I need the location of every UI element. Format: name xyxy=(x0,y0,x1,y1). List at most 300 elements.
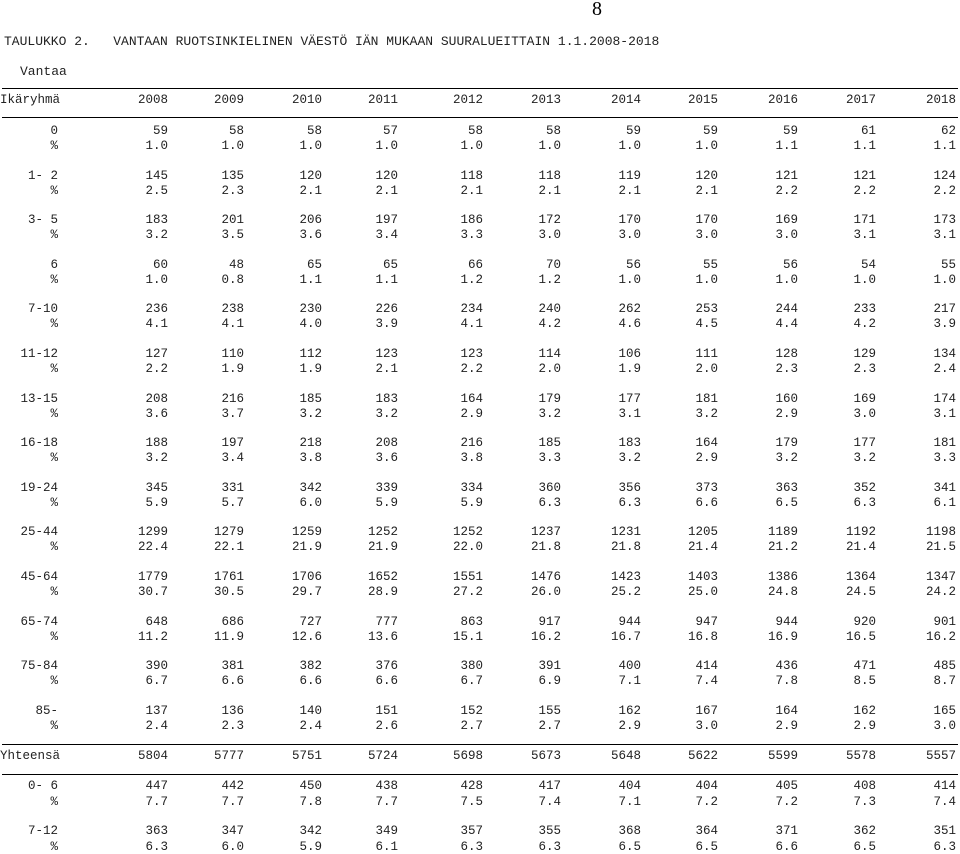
percent-cell: 30.7 xyxy=(137,585,168,599)
count-cell: 347 xyxy=(221,824,244,838)
percent-cell: 2.9 xyxy=(618,719,641,733)
percent-cell: 6.3 xyxy=(460,840,483,854)
percent-cell: 4.6 xyxy=(618,317,641,331)
row-label: 65-74 xyxy=(20,615,58,629)
total-cell: 5648 xyxy=(610,749,641,763)
count-cell: 342 xyxy=(299,824,322,838)
percent-cell: 1.1 xyxy=(933,139,956,153)
count-cell: 59 xyxy=(782,124,798,138)
count-cell: 58 xyxy=(228,124,244,138)
percent-cell: 21.2 xyxy=(767,540,798,554)
count-cell: 447 xyxy=(145,779,168,793)
divider-header xyxy=(2,117,958,118)
percent-cell: 6.5 xyxy=(853,840,876,854)
header-year: 2008 xyxy=(137,93,168,107)
total-cell: 5673 xyxy=(530,749,561,763)
percent-label: % xyxy=(50,317,58,331)
total-cell: 5777 xyxy=(213,749,244,763)
percent-cell: 7.5 xyxy=(460,795,483,809)
count-cell: 390 xyxy=(145,659,168,673)
percent-cell: 11.2 xyxy=(137,630,168,644)
percent-cell: 7.8 xyxy=(299,795,322,809)
percent-cell: 3.0 xyxy=(853,407,876,421)
count-cell: 1403 xyxy=(687,570,718,584)
percent-cell: 25.0 xyxy=(687,585,718,599)
percent-cell: 2.3 xyxy=(853,362,876,376)
percent-cell: 16.9 xyxy=(767,630,798,644)
count-cell: 1476 xyxy=(530,570,561,584)
count-cell: 164 xyxy=(695,436,718,450)
percent-cell: 7.1 xyxy=(618,674,641,688)
count-cell: 471 xyxy=(853,659,876,673)
count-cell: 127 xyxy=(145,347,168,361)
percent-cell: 3.4 xyxy=(375,228,398,242)
percent-cell: 21.8 xyxy=(610,540,641,554)
percent-cell: 4.1 xyxy=(460,317,483,331)
row-label: 7-12 xyxy=(27,824,58,838)
count-cell: 341 xyxy=(933,481,956,495)
percent-cell: 2.4 xyxy=(299,719,322,733)
percent-cell: 7.7 xyxy=(221,795,244,809)
percent-cell: 3.3 xyxy=(538,451,561,465)
percent-cell: 1.1 xyxy=(299,273,322,287)
count-cell: 137 xyxy=(145,704,168,718)
count-cell: 450 xyxy=(299,779,322,793)
count-cell: 400 xyxy=(618,659,641,673)
count-cell: 179 xyxy=(775,436,798,450)
percent-cell: 3.2 xyxy=(375,407,398,421)
percent-cell: 2.1 xyxy=(538,184,561,198)
percent-cell: 2.4 xyxy=(145,719,168,733)
percent-label: % xyxy=(50,228,58,242)
table-title: TAULUKKO 2. VANTAAN RUOTSINKIELINEN VÄESTÖ IÄN MUKAAN SUURALUEITTAIN 1.1.2008-2018 xyxy=(4,34,660,49)
header-year: 2014 xyxy=(610,93,641,107)
percent-cell: 8.5 xyxy=(853,674,876,688)
percent-label: % xyxy=(50,795,58,809)
count-cell: 118 xyxy=(460,169,483,183)
count-cell: 179 xyxy=(538,392,561,406)
percent-cell: 6.5 xyxy=(775,496,798,510)
count-cell: 120 xyxy=(299,169,322,183)
percent-cell: 2.9 xyxy=(775,407,798,421)
count-cell: 1198 xyxy=(925,525,956,539)
count-cell: 1192 xyxy=(845,525,876,539)
percent-cell: 3.2 xyxy=(145,228,168,242)
percent-cell: 1.0 xyxy=(221,139,244,153)
count-cell: 114 xyxy=(538,347,561,361)
count-cell: 172 xyxy=(538,213,561,227)
count-cell: 60 xyxy=(152,258,168,272)
percent-cell: 3.2 xyxy=(775,451,798,465)
percent-cell: 1.1 xyxy=(375,273,398,287)
row-label: 45-64 xyxy=(20,570,58,584)
count-cell: 162 xyxy=(853,704,876,718)
percent-cell: 6.9 xyxy=(538,674,561,688)
count-cell: 197 xyxy=(375,213,398,227)
count-cell: 165 xyxy=(933,704,956,718)
row-label: 16-18 xyxy=(20,436,58,450)
percent-cell: 1.0 xyxy=(618,273,641,287)
percent-cell: 3.0 xyxy=(775,228,798,242)
total-cell: 5622 xyxy=(687,749,718,763)
percent-cell: 2.3 xyxy=(775,362,798,376)
percent-cell: 3.7 xyxy=(221,407,244,421)
count-cell: 124 xyxy=(933,169,956,183)
percent-cell: 5.9 xyxy=(299,840,322,854)
percent-cell: 3.0 xyxy=(538,228,561,242)
percent-cell: 3.0 xyxy=(933,719,956,733)
count-cell: 244 xyxy=(775,302,798,316)
count-cell: 356 xyxy=(618,481,641,495)
count-cell: 216 xyxy=(460,436,483,450)
percent-cell: 6.6 xyxy=(775,840,798,854)
count-cell: 123 xyxy=(375,347,398,361)
row-label: 0 xyxy=(50,124,58,138)
total-cell: 5599 xyxy=(767,749,798,763)
percent-cell: 7.7 xyxy=(145,795,168,809)
percent-cell: 21.9 xyxy=(367,540,398,554)
count-cell: 167 xyxy=(695,704,718,718)
count-cell: 233 xyxy=(853,302,876,316)
count-cell: 121 xyxy=(775,169,798,183)
percent-cell: 6.7 xyxy=(145,674,168,688)
count-cell: 920 xyxy=(853,615,876,629)
count-cell: 183 xyxy=(375,392,398,406)
count-cell: 1205 xyxy=(687,525,718,539)
row-label: 1- 2 xyxy=(27,169,58,183)
count-cell: 181 xyxy=(695,392,718,406)
percent-cell: 1.9 xyxy=(221,362,244,376)
count-cell: 351 xyxy=(933,824,956,838)
percent-cell: 4.2 xyxy=(538,317,561,331)
header-year: 2012 xyxy=(452,93,483,107)
count-cell: 145 xyxy=(145,169,168,183)
percent-cell: 4.5 xyxy=(695,317,718,331)
count-cell: 61 xyxy=(860,124,876,138)
count-cell: 408 xyxy=(853,779,876,793)
percent-cell: 1.9 xyxy=(618,362,641,376)
percent-cell: 6.5 xyxy=(695,840,718,854)
percent-cell: 4.2 xyxy=(853,317,876,331)
row-label: 0- 6 xyxy=(27,779,58,793)
total-cell: 5751 xyxy=(291,749,322,763)
percent-cell: 3.8 xyxy=(299,451,322,465)
percent-cell: 6.3 xyxy=(618,496,641,510)
row-label: 3- 5 xyxy=(27,213,58,227)
count-cell: 217 xyxy=(933,302,956,316)
percent-label: % xyxy=(50,273,58,287)
percent-cell: 4.0 xyxy=(299,317,322,331)
count-cell: 171 xyxy=(853,213,876,227)
percent-cell: 30.5 xyxy=(213,585,244,599)
percent-cell: 21.4 xyxy=(845,540,876,554)
percent-cell: 6.3 xyxy=(853,496,876,510)
percent-label: % xyxy=(50,407,58,421)
count-cell: 355 xyxy=(538,824,561,838)
count-cell: 181 xyxy=(933,436,956,450)
percent-cell: 7.2 xyxy=(695,795,718,809)
count-cell: 57 xyxy=(382,124,398,138)
percent-cell: 7.3 xyxy=(853,795,876,809)
count-cell: 371 xyxy=(775,824,798,838)
percent-cell: 1.0 xyxy=(460,139,483,153)
count-cell: 404 xyxy=(695,779,718,793)
count-cell: 185 xyxy=(299,392,322,406)
count-cell: 944 xyxy=(618,615,641,629)
percent-cell: 6.6 xyxy=(299,674,322,688)
percent-cell: 2.5 xyxy=(145,184,168,198)
total-cell: 5557 xyxy=(925,749,956,763)
percent-cell: 8.7 xyxy=(933,674,956,688)
count-cell: 111 xyxy=(695,347,718,361)
count-cell: 345 xyxy=(145,481,168,495)
percent-cell: 3.2 xyxy=(618,451,641,465)
percent-cell: 3.4 xyxy=(221,451,244,465)
count-cell: 363 xyxy=(145,824,168,838)
header-year: 2011 xyxy=(367,93,398,107)
percent-cell: 2.1 xyxy=(695,184,718,198)
percent-cell: 4.1 xyxy=(145,317,168,331)
count-cell: 360 xyxy=(538,481,561,495)
count-cell: 1364 xyxy=(845,570,876,584)
percent-cell: 6.3 xyxy=(933,840,956,854)
percent-cell: 3.2 xyxy=(695,407,718,421)
count-cell: 1423 xyxy=(610,570,641,584)
percent-cell: 6.1 xyxy=(933,496,956,510)
percent-label: % xyxy=(50,674,58,688)
count-cell: 188 xyxy=(145,436,168,450)
count-cell: 70 xyxy=(545,258,561,272)
percent-cell: 22.4 xyxy=(137,540,168,554)
percent-cell: 6.0 xyxy=(221,840,244,854)
header-year: 2010 xyxy=(291,93,322,107)
percent-cell: 2.1 xyxy=(299,184,322,198)
percent-cell: 5.9 xyxy=(460,496,483,510)
row-label: 75-84 xyxy=(20,659,58,673)
percent-cell: 22.0 xyxy=(452,540,483,554)
percent-cell: 7.4 xyxy=(695,674,718,688)
count-cell: 382 xyxy=(299,659,322,673)
region-label: Vantaa xyxy=(20,64,67,79)
percent-cell: 16.8 xyxy=(687,630,718,644)
percent-cell: 6.3 xyxy=(538,496,561,510)
percent-cell: 21.4 xyxy=(687,540,718,554)
percent-cell: 6.3 xyxy=(145,840,168,854)
count-cell: 1259 xyxy=(291,525,322,539)
count-cell: 1347 xyxy=(925,570,956,584)
percent-cell: 2.9 xyxy=(460,407,483,421)
count-cell: 58 xyxy=(306,124,322,138)
row-label: 85- xyxy=(35,704,58,718)
percent-cell: 7.1 xyxy=(618,795,641,809)
total-label: Yhteensä xyxy=(0,749,61,763)
percent-cell: 7.4 xyxy=(538,795,561,809)
percent-label: % xyxy=(50,630,58,644)
percent-cell: 1.0 xyxy=(299,139,322,153)
percent-cell: 1.0 xyxy=(695,273,718,287)
percent-cell: 13.6 xyxy=(367,630,398,644)
count-cell: 234 xyxy=(460,302,483,316)
percent-cell: 4.4 xyxy=(775,317,798,331)
count-cell: 59 xyxy=(625,124,641,138)
count-cell: 48 xyxy=(228,258,244,272)
divider-total-top xyxy=(2,744,958,745)
header-year: 2009 xyxy=(213,93,244,107)
count-cell: 55 xyxy=(702,258,718,272)
count-cell: 380 xyxy=(460,659,483,673)
count-cell: 901 xyxy=(933,615,956,629)
count-cell: 1252 xyxy=(367,525,398,539)
count-cell: 373 xyxy=(695,481,718,495)
count-cell: 201 xyxy=(221,213,244,227)
percent-cell: 12.6 xyxy=(291,630,322,644)
count-cell: 170 xyxy=(695,213,718,227)
count-cell: 106 xyxy=(618,347,641,361)
count-cell: 136 xyxy=(221,704,244,718)
percent-cell: 2.1 xyxy=(618,184,641,198)
percent-cell: 3.3 xyxy=(933,451,956,465)
count-cell: 120 xyxy=(375,169,398,183)
percent-cell: 6.7 xyxy=(460,674,483,688)
row-label: 7-10 xyxy=(27,302,58,316)
percent-cell: 1.0 xyxy=(618,139,641,153)
count-cell: 56 xyxy=(625,258,641,272)
page-number: 8 xyxy=(592,0,602,20)
total-cell: 5724 xyxy=(367,749,398,763)
header-year: 2015 xyxy=(687,93,718,107)
count-cell: 947 xyxy=(695,615,718,629)
total-cell: 5804 xyxy=(137,749,168,763)
percent-cell: 3.0 xyxy=(618,228,641,242)
count-cell: 129 xyxy=(853,347,876,361)
row-label: 11-12 xyxy=(20,347,58,361)
count-cell: 169 xyxy=(775,213,798,227)
count-cell: 110 xyxy=(221,347,244,361)
percent-cell: 27.2 xyxy=(452,585,483,599)
percent-cell: 5.7 xyxy=(221,496,244,510)
count-cell: 404 xyxy=(618,779,641,793)
count-cell: 917 xyxy=(538,615,561,629)
count-cell: 334 xyxy=(460,481,483,495)
percent-cell: 2.7 xyxy=(460,719,483,733)
percent-cell: 6.1 xyxy=(375,840,398,854)
percent-cell: 4.1 xyxy=(221,317,244,331)
percent-label: % xyxy=(50,451,58,465)
percent-cell: 24.5 xyxy=(845,585,876,599)
percent-cell: 2.9 xyxy=(695,451,718,465)
count-cell: 1779 xyxy=(137,570,168,584)
row-label: 13-15 xyxy=(20,392,58,406)
count-cell: 151 xyxy=(375,704,398,718)
count-cell: 120 xyxy=(695,169,718,183)
count-cell: 342 xyxy=(299,481,322,495)
percent-cell: 3.6 xyxy=(299,228,322,242)
percent-cell: 3.2 xyxy=(299,407,322,421)
percent-cell: 6.3 xyxy=(538,840,561,854)
count-cell: 230 xyxy=(299,302,322,316)
percent-cell: 2.7 xyxy=(538,719,561,733)
count-cell: 362 xyxy=(853,824,876,838)
count-cell: 648 xyxy=(145,615,168,629)
percent-cell: 6.6 xyxy=(695,496,718,510)
percent-cell: 2.2 xyxy=(933,184,956,198)
count-cell: 1231 xyxy=(610,525,641,539)
percent-cell: 2.3 xyxy=(221,719,244,733)
count-cell: 339 xyxy=(375,481,398,495)
percent-cell: 7.8 xyxy=(775,674,798,688)
percent-cell: 3.3 xyxy=(460,228,483,242)
count-cell: 177 xyxy=(853,436,876,450)
percent-cell: 21.5 xyxy=(925,540,956,554)
percent-label: % xyxy=(50,540,58,554)
percent-cell: 3.9 xyxy=(375,317,398,331)
count-cell: 54 xyxy=(860,258,876,272)
percent-cell: 2.1 xyxy=(375,362,398,376)
count-cell: 727 xyxy=(299,615,322,629)
percent-cell: 1.0 xyxy=(538,139,561,153)
count-cell: 177 xyxy=(618,392,641,406)
count-cell: 128 xyxy=(775,347,798,361)
count-cell: 331 xyxy=(221,481,244,495)
count-cell: 1189 xyxy=(767,525,798,539)
count-cell: 405 xyxy=(775,779,798,793)
count-cell: 236 xyxy=(145,302,168,316)
header-year: 2018 xyxy=(925,93,956,107)
percent-cell: 2.1 xyxy=(460,184,483,198)
percent-cell: 2.2 xyxy=(460,362,483,376)
header-year: 2017 xyxy=(845,93,876,107)
percent-cell: 16.5 xyxy=(845,630,876,644)
count-cell: 417 xyxy=(538,779,561,793)
count-cell: 436 xyxy=(775,659,798,673)
percent-cell: 15.1 xyxy=(452,630,483,644)
count-cell: 123 xyxy=(460,347,483,361)
percent-cell: 1.0 xyxy=(853,273,876,287)
count-cell: 170 xyxy=(618,213,641,227)
percent-cell: 1.9 xyxy=(299,362,322,376)
count-cell: 238 xyxy=(221,302,244,316)
count-cell: 485 xyxy=(933,659,956,673)
count-cell: 253 xyxy=(695,302,718,316)
count-cell: 1386 xyxy=(767,570,798,584)
count-cell: 197 xyxy=(221,436,244,450)
percent-cell: 1.2 xyxy=(538,273,561,287)
percent-cell: 22.1 xyxy=(213,540,244,554)
percent-cell: 21.8 xyxy=(530,540,561,554)
percent-cell: 6.0 xyxy=(299,496,322,510)
count-cell: 65 xyxy=(306,258,322,272)
percent-cell: 2.3 xyxy=(221,184,244,198)
percent-cell: 2.2 xyxy=(775,184,798,198)
count-cell: 777 xyxy=(375,615,398,629)
count-cell: 58 xyxy=(467,124,483,138)
percent-cell: 2.6 xyxy=(375,719,398,733)
percent-cell: 3.6 xyxy=(145,407,168,421)
count-cell: 134 xyxy=(933,347,956,361)
count-cell: 169 xyxy=(853,392,876,406)
header-agegroup-label: Ikäryhmä xyxy=(0,93,61,107)
count-cell: 438 xyxy=(375,779,398,793)
count-cell: 118 xyxy=(538,169,561,183)
percent-cell: 25.2 xyxy=(610,585,641,599)
count-cell: 357 xyxy=(460,824,483,838)
count-cell: 218 xyxy=(299,436,322,450)
percent-cell: 1.0 xyxy=(775,273,798,287)
percent-label: % xyxy=(50,840,58,854)
count-cell: 442 xyxy=(221,779,244,793)
count-cell: 206 xyxy=(299,213,322,227)
count-cell: 59 xyxy=(702,124,718,138)
